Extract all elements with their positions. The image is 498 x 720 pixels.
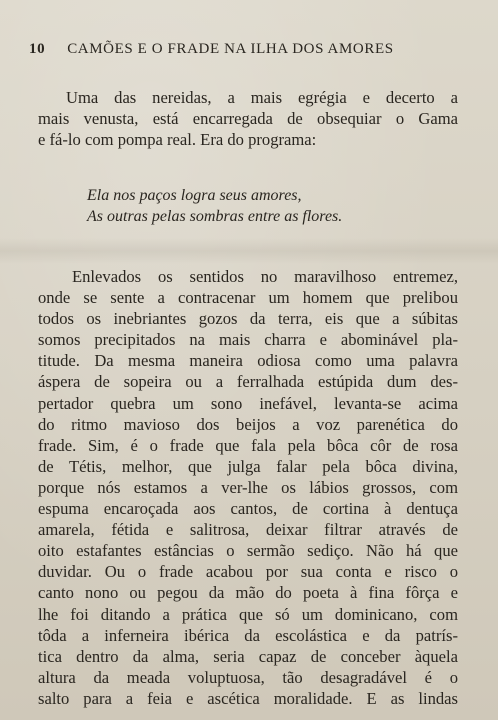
text-line: Enlevados os sentidos no maravilhoso entremez, (72, 267, 458, 286)
text-line: canto nono ou pegou da mão do poeta à fina fôrça e (38, 583, 458, 603)
page-fold-shadow (0, 238, 498, 264)
text-line: duvidar. Ou o frade acabou por sua conta e risco o (38, 562, 458, 582)
text-line: pertador quebra um sono inefável, levanta-se acima (38, 393, 458, 413)
running-header (29, 41, 469, 58)
text-line: e fá-lo com pompa real. Era do programa: (38, 130, 317, 150)
text-line: espuma encaroçada aos cantos, de cortina à dentuça (38, 499, 458, 519)
verse-quote (87, 185, 342, 227)
text-line: Uma das nereidas, a mais egrégia e decerto a (66, 88, 458, 107)
text-line: porque nós estamos a ver-lhe os lábios grossos, com (38, 477, 458, 497)
text-line: somos precipitados na mais charra e abominável pla- (38, 330, 458, 350)
text-line: salto para a feia e ascética moralidade. E as lindas (38, 688, 458, 708)
text-line: de Tétis, melhor, que julga falar pela bôca divina, (38, 456, 458, 476)
text-line: tica dentro da alma, seria capaz de conceber àquela (38, 646, 458, 666)
text-line: lhe foi ditando a prática que só um dominicano, com (38, 604, 458, 624)
text-line: onde se sente a contracenar um homem que prelibou (38, 288, 458, 308)
text-line: do ritmo mavioso dos beijos a voz parenética do (38, 414, 458, 434)
paragraph-main (38, 266, 458, 709)
text-line: todos os inebriantes gozos da terra, eis que a súbitas (38, 309, 458, 329)
text-line: amarela, fétida e salitrosa, deixar filtrar através de (38, 520, 458, 540)
text-line: áspera de sopeira ou a ferralhada estúpida dum des- (38, 372, 458, 392)
text-line: frade. Sim, é o frade que fala pela bôca côr de rosa (38, 435, 458, 455)
text-line: titude. Da mesma maneira odiosa como uma palavra (38, 351, 458, 371)
running-title: CAMÕES E O FRADE NA ILHA DOS AMORES (67, 41, 394, 57)
page-number: 10 (29, 41, 46, 57)
text-line: oito estafantes estâncias o sermão sediço. Não há que (38, 541, 458, 561)
verse-line: As outras pelas sombras entre as flores. (87, 208, 343, 225)
text-line: mais venusta, está encarregada de obsequiar o Gama (38, 109, 458, 129)
verse-line: Ela nos paços logra seus amores, (87, 187, 302, 204)
text-line: altura da meada voluptuosa, tão desagradável é o (38, 667, 458, 687)
paragraph-intro (38, 87, 458, 150)
text-line: tôda a inferneira ibérica da escolástica e da patrís- (38, 625, 458, 645)
